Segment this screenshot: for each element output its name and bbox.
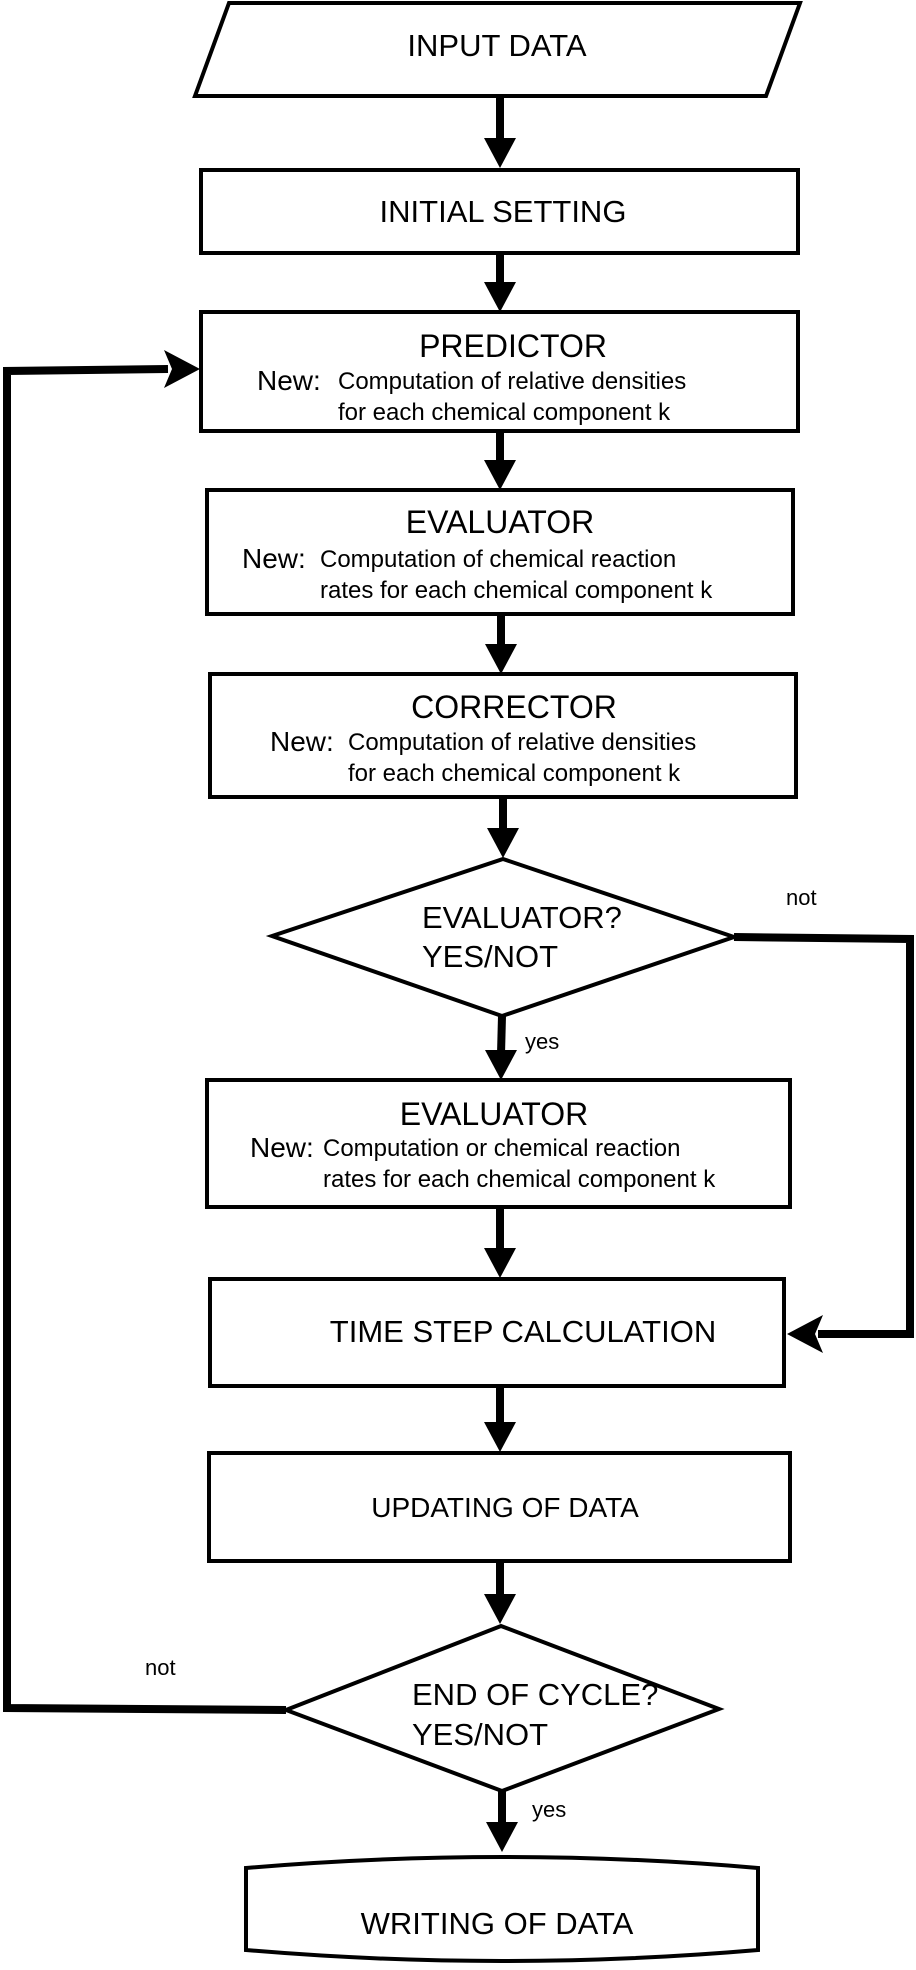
- predictor-description-line2: for each chemical component k: [338, 399, 671, 426]
- writing-of-data-label: WRITING OF DATA: [360, 1906, 634, 1941]
- evaluator-decision-node: [272, 859, 817, 1054]
- evaluator-node-1: [207, 490, 793, 614]
- arrowhead-icon: [484, 1248, 516, 1278]
- input-data-node: [195, 3, 800, 96]
- evaluator-1-description-line1: Computation of chemical reaction: [320, 546, 677, 573]
- evaluator-decision-yes-label: yes: [525, 1029, 560, 1054]
- arrowhead-icon: [486, 1822, 518, 1852]
- arrowhead-icon: [484, 282, 516, 312]
- corrector-new-label: New:: [270, 726, 334, 757]
- corrector-title: CORRECTOR: [411, 689, 617, 725]
- arrowhead-icon: [485, 1050, 517, 1080]
- evaluator-2-new-label: New:: [250, 1132, 314, 1163]
- initial-setting-label: INITIAL SETTING: [379, 194, 627, 229]
- arrowhead-icon: [484, 1594, 516, 1624]
- evaluator-1-title: EVALUATOR: [405, 504, 595, 540]
- updating-label: UPDATING OF DATA: [371, 1492, 639, 1523]
- arrowhead-icon: [485, 644, 517, 674]
- arrow-decision-yes-to-evaluator: [501, 1016, 502, 1054]
- evaluator-decision-options: YES/NOT: [422, 939, 559, 974]
- time-step-label: TIME STEP CALCULATION: [329, 1314, 717, 1349]
- end-of-cycle-question: END OF CYCLE?: [412, 1677, 659, 1712]
- time-step-node: [210, 1279, 784, 1386]
- evaluator-2-description-line2: rates for each chemical component k: [323, 1166, 716, 1193]
- arrowhead-icon: [484, 138, 516, 168]
- updating-node: [209, 1453, 790, 1561]
- arrowhead-icon: [484, 460, 516, 490]
- arrowhead-icon: [164, 350, 200, 388]
- end-of-cycle-options: YES/NOT: [412, 1717, 549, 1752]
- predictor-title: PREDICTOR: [419, 328, 607, 364]
- end-of-cycle-yes-label: yes: [532, 1797, 567, 1822]
- evaluator-2-description-line1: Computation or chemical reaction: [323, 1135, 681, 1162]
- evaluator-node-2: [207, 1080, 790, 1207]
- end-of-cycle-decision-node: [145, 1626, 719, 1822]
- end-of-cycle-not-label: not: [145, 1655, 176, 1680]
- writing-of-data-node: [246, 1857, 758, 1961]
- evaluator-2-title: EVALUATOR: [399, 1096, 589, 1132]
- evaluator-decision-question: EVALUATOR?: [422, 900, 622, 935]
- predictor-node: [201, 312, 798, 431]
- input-data-label: INPUT DATA: [407, 28, 587, 63]
- arrowhead-icon: [487, 828, 519, 858]
- arrowhead-icon: [484, 1422, 516, 1452]
- arrowhead-icon: [787, 1315, 823, 1353]
- corrector-node: [210, 674, 796, 797]
- evaluator-1-new-label: New:: [242, 543, 306, 574]
- predictor-description-line1: Computation of relative densities: [338, 368, 687, 395]
- corrector-description-line1: Computation of relative densities: [348, 729, 697, 756]
- corrector-description-line2: for each chemical component k: [348, 760, 681, 787]
- initial-setting-node: [201, 170, 798, 253]
- predictor-new-label: New:: [257, 365, 321, 396]
- evaluator-1-description-line2: rates for each chemical component k: [320, 577, 713, 604]
- evaluator-decision-not-label: not: [786, 885, 817, 910]
